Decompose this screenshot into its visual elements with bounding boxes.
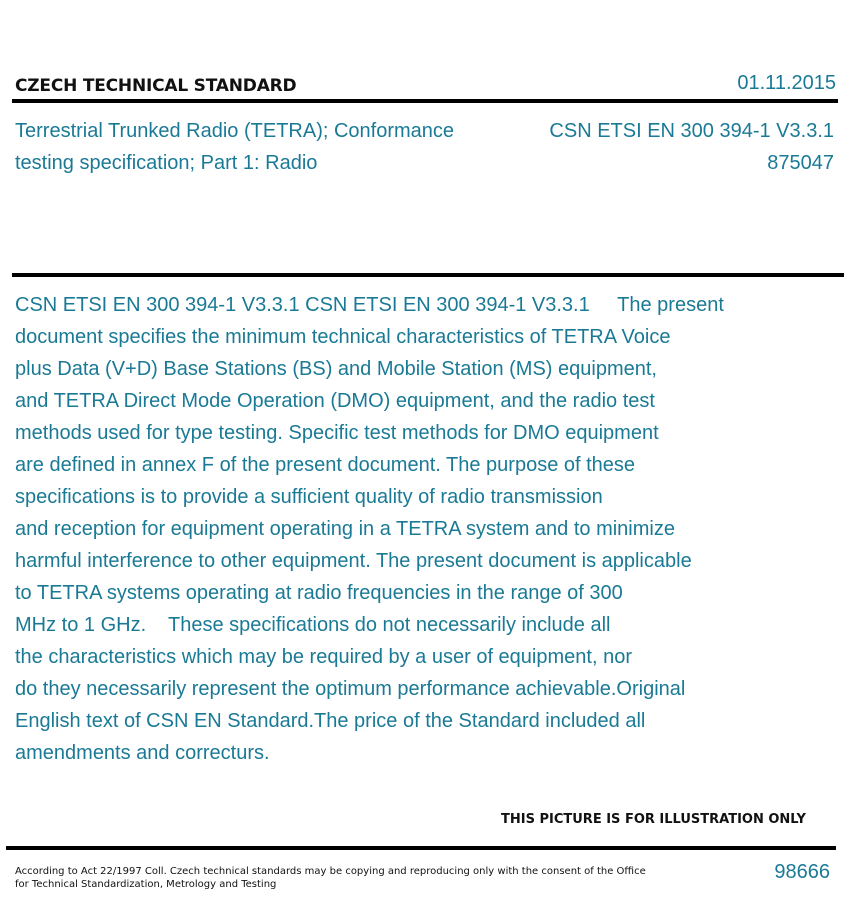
abstract-line: English text of CSN EN Standard.The price of the Standard included all [15, 710, 646, 732]
legal-notice [15, 865, 646, 891]
header-divider [12, 99, 838, 103]
abstract-line: MHz to 1 GHz. These specifications do not necessarily include all [15, 614, 611, 636]
abstract-line: plus Data (V+D) Base Stations (BS) and Mobile Station (MS) equipment, [15, 358, 657, 380]
abstract-line: the characteristics which may be required by a user of equipment, nor [15, 646, 632, 668]
standard-code: CSN ETSI EN 300 394-1 V3.3.1 [549, 120, 834, 142]
publication-date: 01.11.2015 [737, 72, 836, 94]
title-line: Terrestrial Trunked Radio (TETRA); Conformance [15, 120, 455, 142]
abstract-line: to TETRA systems operating at radio frequencies in the range of 300 [15, 582, 623, 604]
document-code-block [549, 115, 834, 179]
abstract-line: and reception for equipment operating in a TETRA system and to minimize [15, 518, 675, 540]
section-divider [12, 273, 844, 277]
legal-line: According to Act 22/1997 Coll. Czech technical standards may be copying and reproducing only with the consent of the Office [15, 866, 646, 877]
abstract-line: harmful interference to other equipment. The present document is applicable [15, 550, 692, 572]
abstract-line: methods used for type testing. Specific test methods for DMO equipment [15, 422, 659, 444]
abstract-line: CSN ETSI EN 300 394-1 V3.3.1 CSN ETSI EN 300 394-1 V3.3.1 The present [15, 294, 724, 316]
abstract-text [15, 289, 805, 769]
abstract-line: do they necessarily represent the optimum performance achievable.Original [15, 678, 686, 700]
document-title [15, 115, 505, 179]
footer-divider [6, 846, 836, 850]
abstract-line: amendments and correcturs. [15, 742, 270, 764]
legal-line: for Technical Standardization, Metrology and Testing [15, 879, 277, 890]
standard-type-label: CZECH TECHNICAL STANDARD [15, 76, 297, 96]
abstract-line: and TETRA Direct Mode Operation (DMO) equipment, and the radio test [15, 390, 655, 412]
abstract-line: document specifies the minimum technical characteristics of TETRA Voice [15, 326, 671, 348]
catalog-number: 875047 [767, 152, 834, 174]
illustration-note: THIS PICTURE IS FOR ILLUSTRATION ONLY [501, 812, 806, 827]
abstract-line: specifications is to provide a sufficient quality of radio transmission [15, 486, 603, 508]
footer-number: 98666 [774, 861, 830, 883]
abstract-line: are defined in annex F of the present document. The purpose of these [15, 454, 636, 476]
title-line: testing specification; Part 1: Radio [15, 152, 318, 174]
